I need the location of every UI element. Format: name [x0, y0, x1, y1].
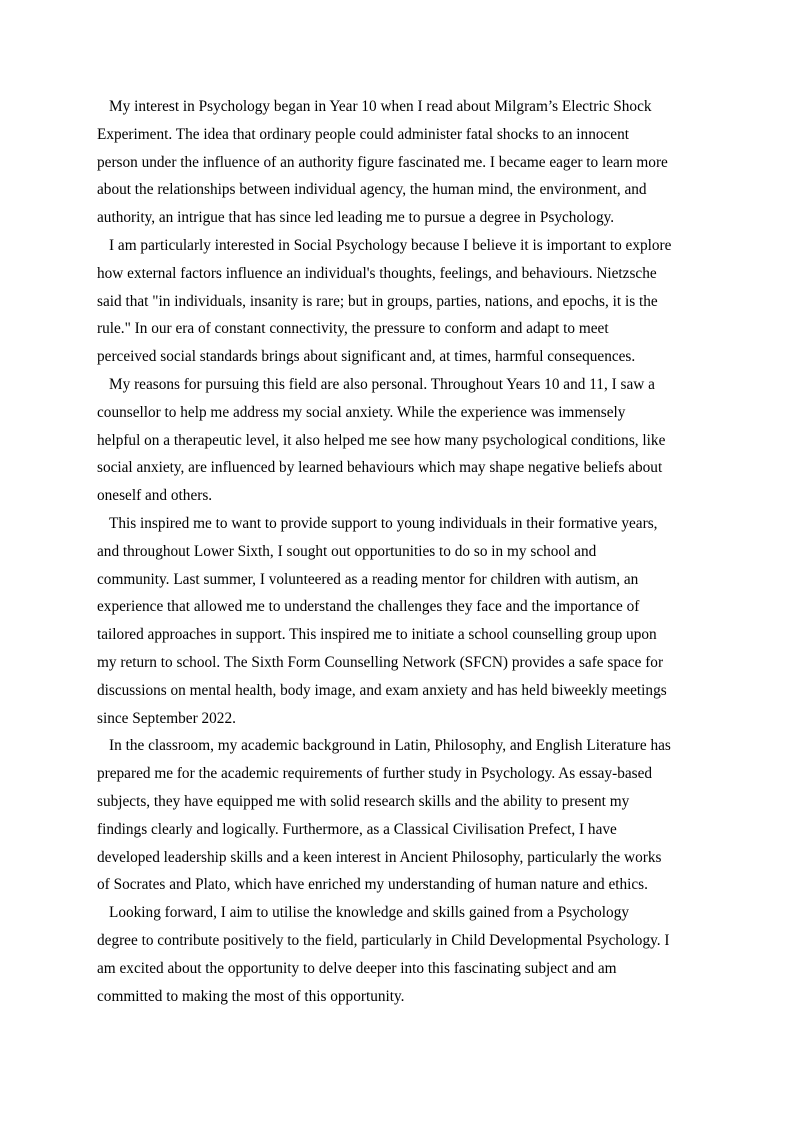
text-line: my return to school. The Sixth Form Counselling Network (SFCN) provides a safe space for [97, 653, 664, 671]
paragraph [97, 232, 717, 371]
text-line: counsellor to help me address my social anxiety. While the experience was immensely [97, 403, 626, 421]
text-line: social anxiety, are influenced by learned behaviours which may shape negative beliefs about [97, 459, 663, 477]
text-line: I am particularly interested in Social Psychology because I believe it is important to explore [109, 236, 672, 254]
text-line: Experiment. The idea that ordinary people could administer fatal shocks to an innocent [97, 125, 629, 143]
text-line: community. Last summer, I volunteered as a reading mentor for children with autism, an [97, 570, 639, 588]
text-line: prepared me for the academic requirements of further study in Psychology. As essay-based [97, 765, 653, 783]
document-body [97, 93, 717, 1010]
text-line: degree to contribute positively to the field, particularly in Child Developmental Psychology. I [97, 931, 670, 949]
text-line: oneself and others. [97, 487, 213, 505]
paragraph [97, 93, 717, 232]
text-line: subjects, they have equipped me with solid research skills and the ability to present my [97, 792, 630, 810]
text-line: My interest in Psychology began in Year 10 when I read about Milgram’s Electric Shock [109, 98, 652, 115]
paragraph [97, 371, 717, 510]
text-line: Looking forward, I aim to utilise the knowledge and skills gained from a Psychology [109, 904, 629, 922]
text-line: committed to making the most of this opportunity. [97, 987, 405, 1005]
text-line: experience that allowed me to understand the challenges they face and the importance of [97, 598, 640, 616]
paragraph [97, 510, 717, 732]
text-line: said that "in individuals, insanity is rare; but in groups, parties, nations, and epochs, it is the [97, 292, 658, 310]
text-line: authority, an intrigue that has since led leading me to pursue a degree in Psychology. [97, 209, 615, 227]
text-line: tailored approaches in support. This inspired me to initiate a school counselling group upon [97, 626, 657, 644]
text-line: how external factors influence an individual's thoughts, feelings, and behaviours. Nietzsche [97, 264, 657, 282]
text-line: In the classroom, my academic background in Latin, Philosophy, and English Literature has [109, 737, 671, 755]
text-line: helpful on a therapeutic level, it also helped me see how many psychological conditions, like [97, 431, 666, 449]
text-line: am excited about the opportunity to delve deeper into this fascinating subject and am [97, 959, 617, 977]
text-line: developed leadership skills and a keen interest in Ancient Philosophy, particularly the works [97, 848, 662, 866]
text-line: about the relationships between individual agency, the human mind, the environment, and [97, 181, 647, 199]
text-line: This inspired me to want to provide support to young individuals in their formative years, [109, 514, 658, 532]
text-line: perceived social standards brings about significant and, at times, harmful consequences. [97, 348, 636, 366]
text-line: and throughout Lower Sixth, I sought out opportunities to do so in my school and [97, 542, 597, 560]
paragraph [97, 899, 717, 1010]
text-line: findings clearly and logically. Furthermore, as a Classical Civilisation Prefect, I have [97, 820, 617, 838]
text-line: My reasons for pursuing this field are also personal. Throughout Years 10 and 11, I saw a [109, 375, 655, 393]
paragraph [97, 732, 717, 899]
text-line: of Socrates and Plato, which have enriched my understanding of human nature and ethics. [97, 876, 648, 894]
text-line: rule." In our era of constant connectivity, the pressure to conform and adapt to meet [97, 320, 609, 338]
text-line: discussions on mental health, body image, and exam anxiety and has held biweekly meetings [97, 681, 667, 699]
text-line: person under the influence of an authority figure fascinated me. I became eager to learn more [97, 153, 668, 171]
text-line: since September 2022. [97, 709, 236, 727]
